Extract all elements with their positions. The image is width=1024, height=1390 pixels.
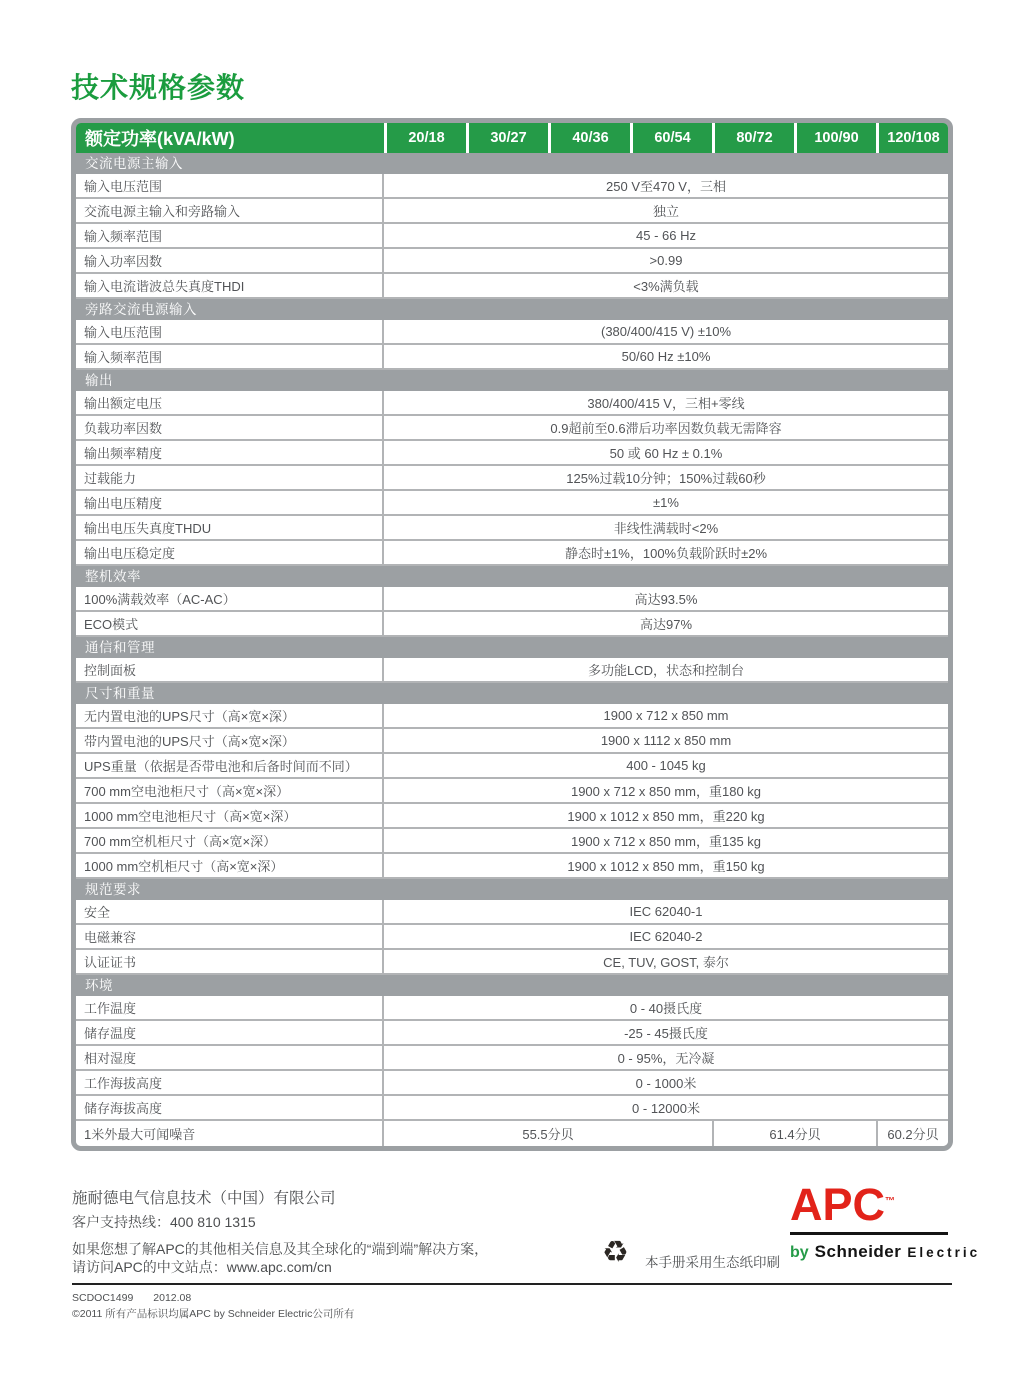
spec-label: 储存温度 [76,1021,384,1044]
spec-value: 400 - 1045 kg [626,758,706,773]
doc-meta [72,1292,191,1304]
rated-power-column: 40/36 [548,123,630,153]
spec-value: 60.2分贝 [876,1121,948,1146]
electric-word: Electric [907,1245,981,1260]
spec-value: 50/60 Hz ±10% [621,349,711,364]
spec-label: 控制面板 [76,658,384,681]
section-header: 交流电源主输入 [76,153,948,174]
spec-row [76,345,948,370]
recycle-icon: ♻ [602,1236,629,1269]
copyright-line: ©2011 所有产品标识均属APC by Schneider Electric公司所有 [72,1308,355,1320]
rated-power-column: 20/18 [384,123,466,153]
section-header: 规范要求 [76,879,948,900]
spec-label: UPS重量（依据是否带电池和后备时间而不同） [76,754,384,777]
apc-logo [790,1178,981,1262]
spec-table-body [76,153,948,1146]
trademark-symbol: ™ [885,1196,896,1207]
spec-row [76,1021,948,1046]
spec-value: 125%过载10分钟；150%过载60秒 [566,471,766,486]
spec-label: 工作温度 [76,996,384,1019]
section-header: 整机效率 [76,566,948,587]
spec-label: 输入频率范围 [76,345,384,368]
spec-label: 无内置电池的UPS尺寸（高×宽×深） [76,704,384,727]
spec-table [71,118,953,1151]
spec-value: (380/400/415 V) ±10% [601,324,731,339]
spec-value: 1900 x 1112 x 850 mm [600,733,732,748]
spec-row [76,1121,948,1146]
spec-row [76,900,948,925]
spec-row [76,612,948,637]
spec-label: 工作海拔高度 [76,1071,384,1094]
spec-label: 输入电压范围 [76,320,384,343]
spec-label: 700 mm空电池柜尺寸（高×宽×深） [76,779,384,802]
footer-info-line2: 请访问APC的中文站点：www.apc.com/cn [72,1259,332,1275]
spec-row [76,587,948,612]
spec-row [76,804,948,829]
spec-row [76,274,948,299]
spec-row [76,729,948,754]
spec-value: IEC 62040-1 [629,904,703,919]
spec-value: 1900 x 712 x 850 mm，重135 kg [570,834,762,849]
spec-label: 相对湿度 [76,1046,384,1069]
apc-logo-rule [790,1232,948,1235]
spec-label: 负载功率因数 [76,416,384,439]
spec-value: 1900 x 712 x 850 mm [603,708,729,723]
doc-date: 2012.08 [153,1292,192,1304]
footer-info-line1: 如果您想了解APC的其他相关信息及其全球化的“端到端”解决方案， [72,1241,489,1257]
spec-label: 700 mm空机柜尺寸（高×宽×深） [76,829,384,852]
spec-row [76,1071,948,1096]
spec-row [76,491,948,516]
spec-row [76,704,948,729]
rated-power-header-row [76,123,948,153]
spec-row [76,249,948,274]
spec-value: 1900 x 1012 x 850 mm，重220 kg [567,809,765,824]
spec-row [76,1046,948,1071]
spec-row [76,658,948,683]
spec-row [76,224,948,249]
spec-value: <3%满负载 [633,279,699,294]
spec-row [76,416,948,441]
spec-row [76,1096,948,1121]
section-header: 输出 [76,370,948,391]
section-header: 旁路交流电源输入 [76,299,948,320]
spec-label: 电磁兼容 [76,925,384,948]
spec-label: 输入功率因数 [76,249,384,272]
spec-value: 高达93.5% [634,592,698,607]
rated-power-column: 120/108 [876,123,948,153]
spec-value: 0 - 12000米 [632,1101,700,1116]
spec-label: 输入电流谐波总失真度THDI [76,274,384,297]
page-title: 技术规格参数 [71,72,246,103]
spec-row [76,391,948,416]
spec-row [76,541,948,566]
spec-label: 带内置电池的UPS尺寸（高×宽×深） [76,729,384,752]
footer-hotline: 客户支持热线：400 810 1315 [72,1214,256,1230]
spec-value: ±1% [653,495,679,510]
section-header: 环境 [76,975,948,996]
spec-label: 安全 [76,900,384,923]
spec-value: 静态时±1%，100%负载阶跃时±2% [564,546,768,561]
spec-value: 0 - 95%，无冷凝 [617,1051,715,1066]
spec-value: 0 - 40摄氏度 [629,1001,703,1016]
spec-label: 过载能力 [76,466,384,489]
rated-power-column: 60/54 [630,123,712,153]
spec-row [76,174,948,199]
spec-label: 认证证书 [76,950,384,973]
spec-value: 61.4分贝 [712,1121,876,1146]
footer-company: 施耐德电气信息技术（中国）有限公司 [72,1190,336,1207]
spec-label: 输出额定电压 [76,391,384,414]
spec-value: IEC 62040-2 [629,929,703,944]
spec-label: 100%满载效率（AC-AC） [76,587,384,610]
spec-value: 0 - 1000米 [635,1076,697,1091]
spec-label: ECO模式 [76,612,384,635]
spec-value: 0.9超前至0.6滞后功率因数负载无需降容 [550,421,782,436]
spec-row [76,829,948,854]
rated-power-column: 80/72 [712,123,794,153]
spec-label: 输入电压范围 [76,174,384,197]
spec-row [76,441,948,466]
spec-label: 输出电压稳定度 [76,541,384,564]
spec-value: 1900 x 712 x 850 mm，重180 kg [570,784,762,799]
spec-label: 1000 mm空机柜尺寸（高×宽×深） [76,854,384,877]
spec-label: 输出电压失真度THDU [76,516,384,539]
spec-value: 独立 [652,204,679,219]
section-header: 尺寸和重量 [76,683,948,704]
rated-power-column: 30/27 [466,123,548,153]
spec-value: 250 V至470 V，三相 [606,179,726,194]
spec-label: 输出电压精度 [76,491,384,514]
spec-value: CE, TUV, GOST, 泰尔 [603,955,729,970]
spec-label: 1米外最大可闻噪音 [76,1121,384,1146]
by-word: by [790,1244,809,1261]
spec-row [76,516,948,541]
spec-label: 输入频率范围 [76,224,384,247]
spec-row [76,950,948,975]
spec-row [76,754,948,779]
rated-power-column: 100/90 [794,123,876,153]
spec-label: 交流电源主输入和旁路输入 [76,199,384,222]
spec-value: 高达97% [639,617,693,632]
spec-label: 储存海拔高度 [76,1096,384,1119]
schneider-word: Schneider [814,1242,902,1261]
spec-value: >0.99 [649,253,683,268]
spec-row [76,779,948,804]
spec-value: 多功能LCD，状态和控制台 [587,663,744,678]
rated-power-header-label: 额定功率(kVA/kW) [76,123,384,153]
spec-row [76,854,948,879]
spec-value: 1900 x 1012 x 850 mm，重150 kg [567,859,765,874]
spec-label: 1000 mm空电池柜尺寸（高×宽×深） [76,804,384,827]
spec-value: 50 或 60 Hz ± 0.1% [609,446,723,461]
spec-value: -25 - 45摄氏度 [624,1026,708,1041]
spec-row [76,466,948,491]
spec-value: 55.5分贝 [522,1127,574,1142]
apc-logo-word: APC™ [790,1179,896,1230]
apc-byline [790,1242,981,1262]
section-header: 通信和管理 [76,637,948,658]
spec-row [76,925,948,950]
footer-divider [72,1283,952,1285]
spec-value: 非线性满载时<2% [613,521,719,536]
spec-value: 45 - 66 Hz [636,228,696,243]
doc-code: SCDOC1499 [72,1292,134,1304]
spec-row [76,996,948,1021]
spec-row [76,199,948,224]
eco-paper-note: 本手册采用生态纸印刷 [645,1255,780,1270]
spec-label: 输出频率精度 [76,441,384,464]
spec-value: 380/400/415 V，三相+零线 [587,396,745,411]
spec-row [76,320,948,345]
